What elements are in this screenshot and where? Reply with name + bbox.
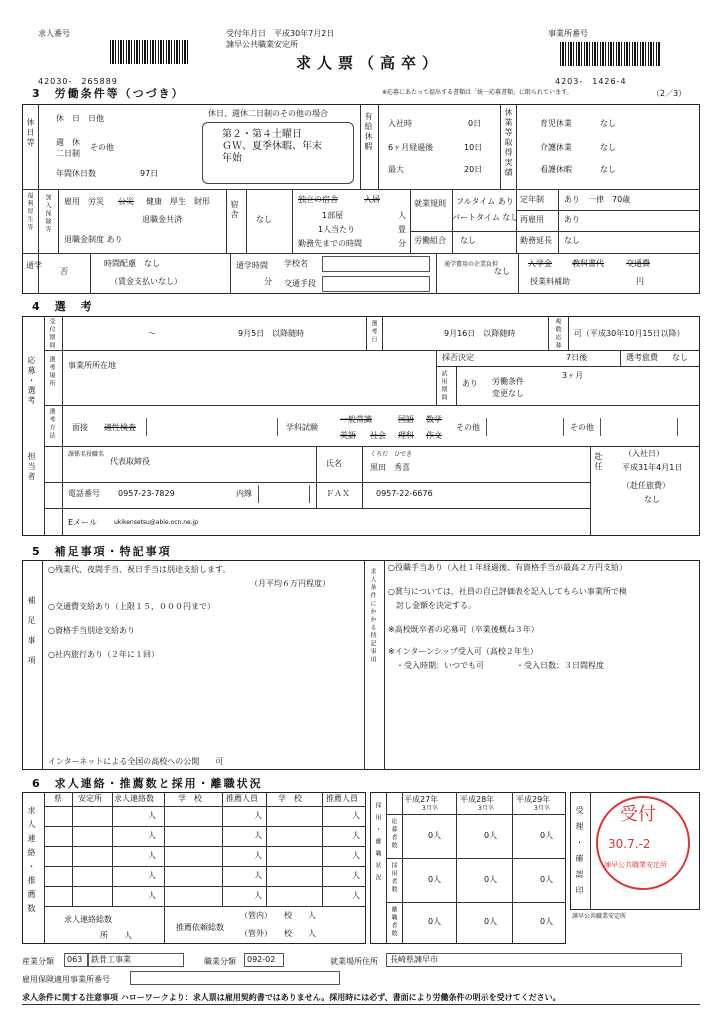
total-unit: 所 人 [100, 931, 132, 940]
travel-cost: なし [644, 495, 660, 504]
total-label: 求人連絡総数 [64, 915, 112, 924]
extend-label: 勤務延長 [520, 236, 552, 245]
special-item: ○役職手当あり（入社１年経過後、有資格手当が最高２万円支給） [388, 563, 627, 572]
hire-value: 0人 [540, 831, 554, 840]
other-field[interactable] [600, 418, 678, 436]
stamp-top: 受付 [620, 804, 656, 825]
trial-cond: 労働条件 [492, 377, 524, 386]
work-rule-label: 就業規則 [414, 199, 446, 208]
holiday-item: 97日 [140, 169, 159, 178]
year-header: 平成27年 [404, 795, 439, 804]
accept-period-label: 受付期間 [48, 318, 55, 350]
leave-row-value: なし [600, 143, 616, 152]
extend-value: なし [564, 236, 580, 245]
unit: 人 [352, 871, 360, 880]
subject: 作文 [426, 431, 442, 440]
col-header: 安定所 [78, 794, 102, 803]
hire-value: 0人 [484, 875, 498, 884]
dorm-unit: 畳 [398, 225, 406, 234]
paid-row-label: 入社時 [388, 119, 412, 128]
subject: 英語 [340, 431, 356, 440]
stamp-office: 諫早公共職業安定所 [604, 861, 667, 869]
unit: 人 [254, 891, 262, 900]
page-title: 求人票（高卒） [296, 54, 444, 72]
holiday-item: 休 日 日他 [56, 114, 104, 123]
dorm-unit: 人 [398, 211, 406, 220]
unit: 人 [352, 891, 360, 900]
hire-value: 0人 [540, 917, 554, 926]
office-no-label: 事業所番号 [548, 29, 588, 38]
job-code: 092-02 [247, 955, 276, 964]
welfare-label: 福利厚生等 [26, 192, 33, 232]
tuition-label: 授業料補助 [530, 277, 570, 286]
page-number: （2／3） [652, 89, 687, 98]
place-value: 事業所所在地 [68, 361, 116, 370]
tel-value: 0957-23-7829 [118, 489, 175, 498]
school-name-label: 学校名 [284, 259, 308, 268]
col-header: 学 校 [278, 794, 302, 803]
holiday-item: 週 休 [56, 138, 80, 147]
tel-label: 電話番号 [68, 489, 100, 498]
workplace: 長崎県諫早市 [390, 955, 438, 964]
joined-label: 赴任 [594, 452, 603, 472]
work-rule-full: フルタイム あり [456, 197, 514, 206]
supplement-label: 補足事項 [27, 596, 36, 676]
industry-code: 063 [67, 955, 83, 964]
job-label: 職業分類 [204, 957, 236, 966]
transport-label: 交通手段 [284, 279, 316, 288]
year-header: 平成29年 [516, 795, 551, 804]
dorm-per: 1人当たり [318, 225, 356, 234]
special-item: ・受入時期：いつでも可 ・受入日数：３日間程度 [396, 661, 604, 670]
travel-value: なし [672, 353, 688, 362]
academic: 学科試験 [286, 423, 318, 432]
barcode-right [560, 42, 660, 66]
internet-publish: インターネットによる全国の高校への公開 可 [48, 757, 224, 766]
kyujin-no: 42030- 265889 [38, 77, 118, 86]
special-item: ○賞与については、社員の自己評価表を記入してもらい事業所で検 [388, 587, 627, 596]
supplement-item: （月平均６万円程度） [250, 579, 330, 588]
hire-label: 採用・離職状況 [374, 802, 381, 886]
holiday-box-title: 休日、週休二日制のその他の場合 [208, 109, 328, 118]
section5-title: 5 補足事項・特記事項 [32, 545, 172, 558]
insurance-no-label: 雇用保険適用事業所番号 [22, 975, 110, 984]
insurance-line: 退職金制度 あり [64, 235, 123, 244]
dorm-value: なし [256, 215, 272, 224]
multi-label: 複数応募 [554, 318, 561, 350]
col-header: 学 校 [178, 794, 202, 803]
received-date: 受付年月日 平成30年7月2日 [226, 29, 335, 38]
ext-label: 内線 [236, 489, 252, 498]
dorm-label: 宿舎 [230, 200, 239, 220]
workplace-label: 就業場所住所 [330, 957, 378, 966]
paid-row-value: 0日 [468, 119, 482, 128]
fax-value: 0957-22-6676 [376, 489, 433, 498]
name-value: 黒田 秀喜 [370, 463, 410, 472]
insurance-no-field[interactable] [130, 971, 340, 985]
leave-row-value: なし [600, 165, 616, 174]
unit: 人 [148, 891, 156, 900]
received-office: 諫早公共職業安定所 [226, 40, 298, 49]
contact-side-label: 求人連絡・推薦数 [27, 806, 36, 918]
barcode-left [110, 40, 190, 64]
leave-label: 休業等取得実績 [504, 108, 513, 178]
kyujin-no-label: 求人番号 [38, 29, 70, 38]
email-value: ukikensetsu@able.ocn.ne.jp [114, 519, 199, 526]
school-name-field[interactable] [322, 256, 430, 272]
insurance-label: 加入保険等 [44, 194, 51, 234]
fax-label: ＦＡＸ [326, 489, 350, 498]
retire-value: あり 一律 70歳 [564, 195, 631, 204]
commute-min: 分 [264, 277, 272, 286]
retire-label: 定年制 [520, 195, 544, 204]
travel-cost-label: （赴任旅費） [622, 481, 670, 490]
travel-label: 選考旅費 [626, 353, 658, 362]
industry-name: 鉄骨工事業 [91, 955, 131, 964]
recommend-out: （管外） 校 人 [240, 929, 316, 938]
unit: 人 [352, 811, 360, 820]
holiday-box-text: 第２・第４土曜日 [222, 129, 302, 140]
contact-label: 担当者 [27, 452, 36, 482]
leave-row-label: 介護休業 [540, 143, 572, 152]
dorm-in: 入居 [364, 195, 380, 204]
accept-date: 9月5日 以降随時 [238, 329, 305, 338]
decide-label: 採否決定 [442, 353, 474, 362]
supplement-item: ○資格手当別途支給あり [48, 626, 135, 635]
other-label: その他 [570, 423, 594, 432]
dorm-room: 1部屋 [322, 211, 344, 220]
paid-row-label: 6ヶ月経過後 [388, 143, 434, 152]
unit: 人 [352, 831, 360, 840]
dept-label: 課係名役職名 [68, 451, 105, 458]
unit: 人 [254, 871, 262, 880]
commute-label: 通学 [26, 261, 42, 270]
interview: 面接 [72, 423, 88, 432]
union-value: なし [460, 236, 476, 245]
aptitude: 適性検査 [104, 423, 136, 432]
col-header: 推薦人員 [326, 794, 358, 803]
transport-field[interactable] [322, 276, 430, 292]
hire-value: 0人 [428, 831, 442, 840]
unit: 人 [254, 811, 262, 820]
paid-leave-label: 有給休暇 [364, 112, 373, 152]
notice: ※応募にあたって提出する書類は「統一応募書類」に限られています。 [382, 89, 573, 96]
unit: 人 [352, 851, 360, 860]
hire-value: 0人 [428, 917, 442, 926]
col-header: 求人連絡数 [114, 794, 154, 803]
other-label: その他 [456, 423, 480, 432]
apply-label: 応募・選考 [27, 356, 36, 406]
col-header: 県 [54, 794, 62, 803]
school-fee-value: なし [494, 267, 510, 276]
insurance-line: 退職金共済 [142, 215, 182, 224]
commute-time-label: 通学時間 [236, 261, 268, 270]
year-sub: 3月卒 [534, 805, 550, 812]
recommend-label: 推薦依頼総数 [176, 923, 224, 932]
paid-row-label: 最大 [388, 165, 404, 174]
ext-field[interactable] [258, 485, 310, 503]
recommend-in: （管内） 校 人 [240, 911, 316, 920]
paid-row-value: 10日 [464, 143, 483, 152]
supplement-item: ○社内旅行あり（２年に１回） [48, 650, 159, 659]
name-label: 氏名 [326, 459, 342, 468]
holiday-item: 年間休日数 [56, 169, 96, 178]
paid-row-value: 20日 [464, 165, 483, 174]
leave-row-value: なし [600, 119, 616, 128]
trial-change: 変更なし [492, 389, 524, 398]
leave-row-label: 看護休暇 [540, 165, 572, 174]
year-sub: 3月卒 [478, 805, 494, 812]
reemploy-value: あり [564, 215, 580, 224]
unit: 人 [254, 831, 262, 840]
hire-value: 0人 [484, 917, 498, 926]
subject: 社会 [370, 431, 386, 440]
unit: 人 [254, 851, 262, 860]
receipt-label: 受理・確認印 [575, 806, 584, 902]
unit: 人 [148, 831, 156, 840]
receipt-stamp [596, 796, 690, 890]
trial-label: 試用期間 [440, 370, 447, 402]
stamp-date: 30.7.-2 [608, 837, 651, 851]
school-fee-label: 通学費用の企業負担 [444, 261, 499, 268]
dorm-unit: 分 [398, 239, 406, 248]
decide-value: 7日後 [566, 353, 588, 362]
subject: 数学 [426, 415, 442, 424]
dorm-single: 独立の宿舎 [298, 195, 338, 204]
subject: 一般常識 [340, 415, 372, 424]
fee-item: 教科書代 [572, 259, 604, 268]
trial-months: 3ヶ月 [562, 371, 584, 380]
name-kana: くろだ ひでき [370, 451, 413, 458]
office-no: 4203- 1426-4 [555, 77, 627, 86]
unit: 人 [148, 811, 156, 820]
row-label: 離職者数 [390, 906, 397, 938]
trial-value: あり [462, 379, 478, 388]
dorm-commute: 勤務先までの時間 [298, 239, 362, 248]
hire-value: 0人 [540, 875, 554, 884]
row-label: 応募者数 [390, 818, 397, 850]
holiday-box-text: 年始 [222, 153, 242, 164]
leave-row-label: 育児休業 [540, 119, 572, 128]
insurance-line: 健康 厚生 財形 [146, 197, 210, 206]
aptitude-field[interactable] [146, 418, 278, 436]
other-field[interactable] [486, 418, 564, 436]
insurance-strike: 公災 [118, 197, 134, 206]
supplement-item: ○交通費支給あり（上限１５，０００円まで） [48, 602, 215, 611]
footer-warning: 求人条件に関する注意事項 ハローワークより：求人票は雇用契約書ではありません。採用時には必ず、書面により労働条件の明示を受けてください。 [22, 993, 561, 1002]
wage-pay: （賃金支払いなし） [110, 277, 182, 286]
multi-value: 可（平成30年10月15日以降） [574, 329, 685, 338]
receipt-office: 諫早公共職業安定所 [572, 913, 627, 920]
accept-tilde: ～ [148, 329, 156, 338]
holiday-item: 二日制 [56, 149, 80, 158]
unit: 人 [148, 851, 156, 860]
year-header: 平成28年 [460, 795, 495, 804]
time-consider: 時間配慮 なし [104, 259, 160, 268]
unit: 人 [148, 871, 156, 880]
union-label: 労働組合 [414, 236, 446, 245]
hire-value: 0人 [484, 831, 498, 840]
row-label: 採用者数 [390, 862, 397, 894]
special-item: ※高校既卒者の応募可（卒業後概ね３年） [388, 625, 539, 634]
work-rule-part: パートタイム なし [452, 213, 519, 222]
fee-item: 交通費 [626, 259, 650, 268]
subject: 国語 [398, 415, 414, 424]
special-item: ※インターンシップ受入可（高校２年生） [388, 647, 538, 656]
dept-value: 代表取締役 [110, 457, 150, 466]
industry-label: 産業分類 [22, 957, 54, 966]
col-header: 推薦人員 [226, 794, 258, 803]
reemploy-label: 再雇用 [520, 215, 544, 224]
special-item: 討し金額を決定する。 [396, 601, 476, 610]
supplement-item: ○残業代、夜間手当、祝日手当は別途支給します。 [48, 565, 231, 574]
tuition-unit: 円 [636, 277, 644, 286]
select-date-label: 選考日 [370, 320, 377, 344]
year-sub: 3月卒 [422, 805, 438, 812]
hire-value: 0人 [428, 875, 442, 884]
section6-title: 6 求人連絡・推薦数と採用・離職状況 [32, 777, 263, 790]
place-label: 選考場所 [48, 356, 55, 388]
fee-item: 入学金 [528, 259, 552, 268]
subject: 理科 [398, 431, 414, 440]
section4-title: 4 選 考 [32, 300, 94, 313]
email-label: Eメール [68, 518, 97, 527]
join-date-label: （入社日） [624, 449, 664, 458]
holiday-box-text: ＧＷ、夏季休暇、年末 [222, 141, 322, 152]
select-date: 9月16日 以降随時 [444, 329, 516, 338]
special-label: 求人条件にかかる特記事項 [369, 568, 376, 664]
method-label: 選考方法 [48, 408, 55, 440]
insurance-line: 雇用 労災 [64, 197, 104, 206]
holiday-label: 休日等 [26, 118, 35, 148]
commute-value: 否 [60, 267, 68, 276]
holiday-item: その他 [90, 143, 114, 152]
section3-title: 3 労働条件等（つづき） [32, 87, 185, 100]
join-date: 平成31年4月1日 [622, 463, 683, 472]
